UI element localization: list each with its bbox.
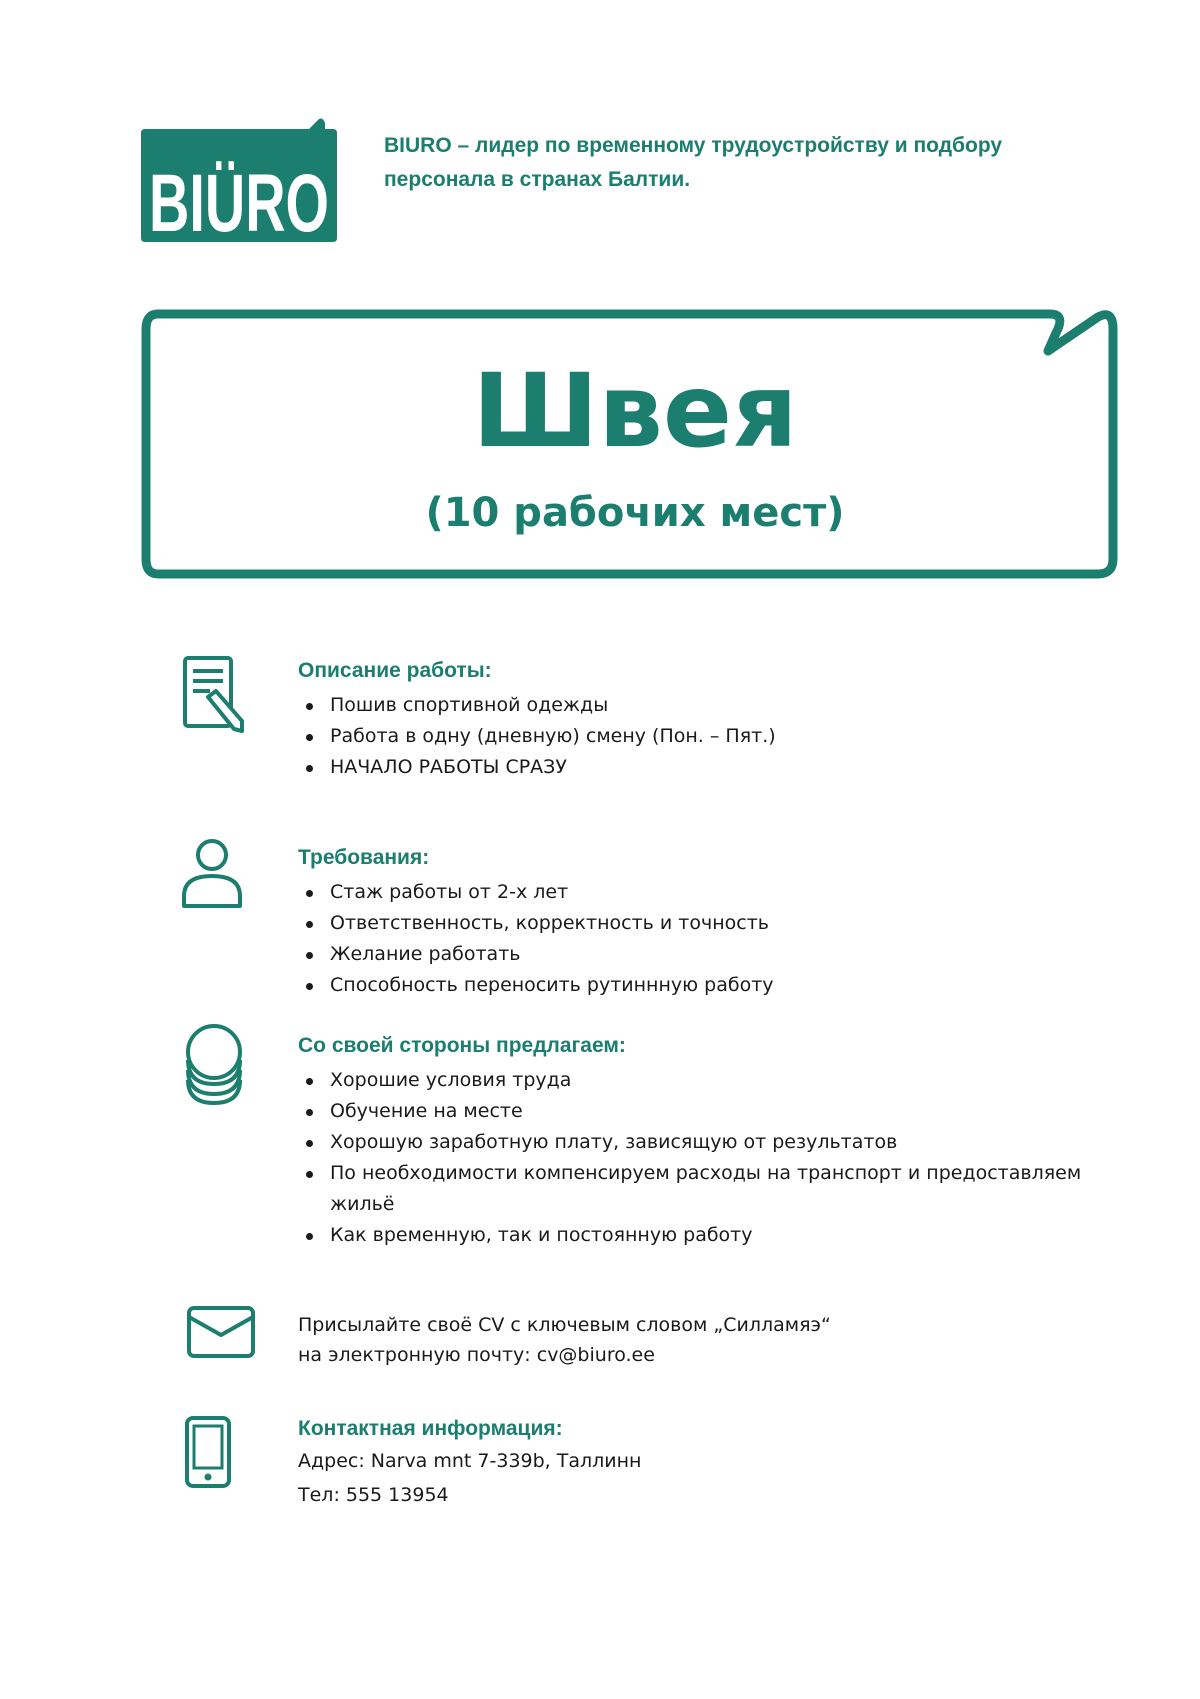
section-offer-heading: Со своей стороны предлагаем: [298, 1034, 626, 1057]
section-requirements-list [298, 877, 1128, 1001]
job-positions: (10 рабочих мест) [425, 490, 845, 536]
person-icon [180, 838, 244, 910]
contact-address: Адрес: Narva mnt 7-339b, Таллинн [298, 1450, 642, 1472]
list-item: Пошив спортивной одежды [298, 690, 1128, 721]
list-item: Способность переносить рутиннную работу [298, 970, 1128, 1001]
section-description [298, 656, 1128, 783]
apply-line-1: Присылайте своё CV с ключевым словом „Силламяэ“ [298, 1314, 831, 1336]
section-contact-heading: Контактная информация: [298, 1417, 563, 1440]
document-pencil-icon [182, 655, 246, 735]
section-apply [298, 1310, 1128, 1370]
tagline [384, 129, 1084, 197]
coins-stack-icon [182, 1024, 246, 1106]
list-item: НАЧАЛО РАБОТЫ СРАЗУ [298, 752, 1128, 783]
mobile-phone-icon [184, 1415, 232, 1489]
apply-line-2: на электронную почту: cv@biuro.ee [298, 1344, 655, 1366]
job-title: Швея [472, 352, 798, 471]
list-item: По необходимости компенсируем расходы на транспорт и предоставляем жильё [298, 1158, 1128, 1220]
list-item: Обучение на месте [298, 1096, 1128, 1127]
section-description-heading: Описание работы: [298, 659, 492, 682]
list-item: Желание работать [298, 939, 1128, 970]
tagline-line-2: персонала в странах Балтии. [384, 168, 691, 191]
section-contact [298, 1414, 1128, 1512]
logo-text: BIÜRO [149, 158, 329, 249]
section-description-list [298, 690, 1128, 783]
list-item: Хорошую заработную плату, зависящую от результатов [298, 1127, 1128, 1158]
biuro-logo [141, 129, 337, 249]
section-requirements [298, 843, 1128, 1001]
list-item: Работа в одну (дневную) смену (Пон. – Пят.) [298, 721, 1128, 752]
section-offer-list [298, 1065, 1128, 1251]
section-offer [298, 1031, 1128, 1251]
tagline-line-1: BIURO – лидер по временному трудоустройству и подбору [384, 134, 1003, 157]
contact-phone: Тел: 555 13954 [298, 1484, 449, 1506]
list-item: Как временную, так и постоянную работу [298, 1220, 1128, 1251]
list-item: Ответственность, корректность и точность [298, 908, 1128, 939]
envelope-icon [186, 1305, 256, 1359]
section-requirements-heading: Требования: [298, 846, 430, 869]
list-item: Стаж работы от 2-х лет [298, 877, 1128, 908]
list-item: Хорошие условия труда [298, 1065, 1128, 1096]
